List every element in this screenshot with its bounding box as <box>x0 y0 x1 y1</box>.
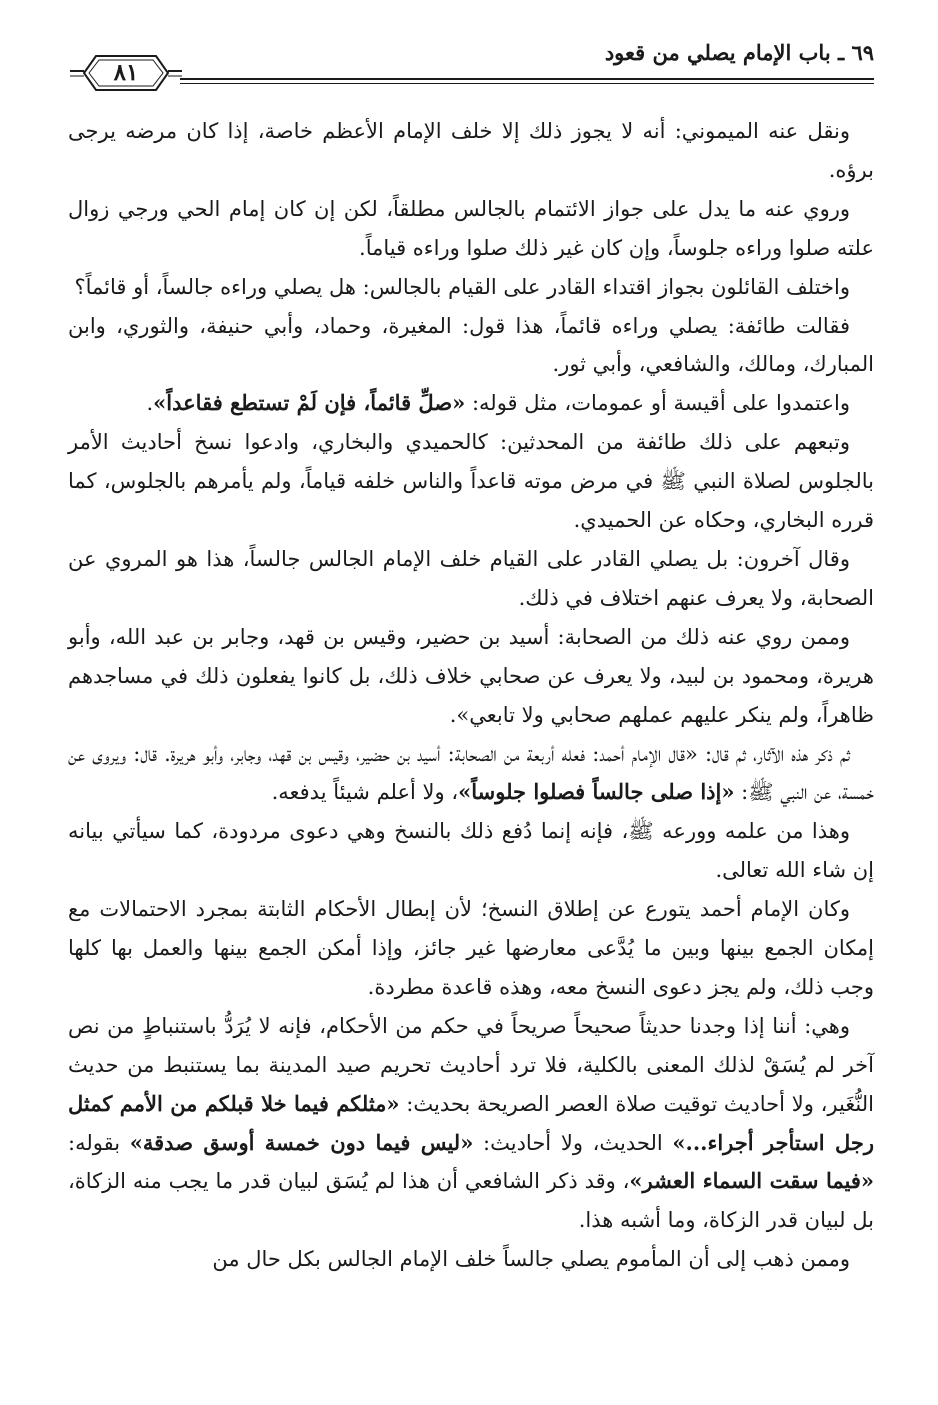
quoted-hadith: «صلِّ قائماً، فإن لَمْ تستطع فقاعداً» <box>153 390 466 416</box>
paragraph <box>68 1240 874 1279</box>
paragraph-text: ، ولا أعلم شيئاً يدفعه. <box>271 780 459 805</box>
header-rule-thin <box>180 83 874 84</box>
paragraph-text: ونقل عنه الميموني: أنه لا يجوز ذلك إلا خلف الإمام الأعظم خاصة، إذا كان مرضه يرجى برؤه. <box>68 119 874 182</box>
paragraph <box>68 890 874 1007</box>
paragraph-text: وتبعهم على ذلك طائفة من المحدثين: كالحميدي والبخاري، وادعوا نسخ أحاديث الأمر بالجلوس لصلاة النبي ﷺ في مرض موته قاعداً والناس خلفه قياماً، ولم يأمرهم بالجلوس، كما قرره البخاري، وحكاه عن الحميدي. <box>68 430 874 533</box>
paragraph <box>68 735 874 813</box>
paragraph <box>68 268 874 307</box>
paragraph <box>68 190 874 268</box>
paragraph-text: فقالت طائفة: يصلي وراءه قائماً، هذا قول: المغيرة، وحماد، وأبي حنيفة، والثوري، وابن المبارك، ومالك، والشافعي، وأبي ثور. <box>68 313 874 377</box>
body-text <box>68 112 874 1279</box>
paragraph <box>68 1007 874 1240</box>
page-header <box>62 38 874 106</box>
quoted-hadith: «مثلكم فيما خلا قبلكم من الأمم كمثل رجل استأجر أجراء...» <box>68 1090 874 1155</box>
paragraph-text: وهذا من علمه وورعه ﷺ، فإنه إنما دُفع ذلك بالنسخ وهي دعوى مردودة، كما سيأتي بيانه إن شاء الله تعالى. <box>68 819 874 883</box>
paragraph-text: بقوله: <box>68 1130 130 1155</box>
quoted-hadith: «فيما سقت السماء العشر» <box>629 1168 874 1194</box>
paragraph <box>68 540 874 618</box>
paragraph-text: الحديث، ولا أحاديث: <box>473 1130 673 1155</box>
paragraph-text: وهي: أننا إذا وجدنا حديثاً صحيحاً صريحاً في حكم من الأحكام، فإنه لا يُرَدُّ باستنباطٍ من نص آخر لم يُسَقْ لذلك المعنى بالكلية، فلا ترد أحاديث تحريم صيد المدينة بما يستنبط من حديث النُّغَير، ولا أحاديث توقيت صلاة العصر الصريحة بحديث: <box>68 1013 874 1116</box>
paragraph-text: . <box>146 391 154 416</box>
paragraph-text: وممن ذهب إلى أن المأموم يصلي جالساً خلف الإمام الجالس بكل حال من <box>212 1247 850 1272</box>
paragraph <box>68 112 874 190</box>
paragraph-text: واعتمدوا على أقيسة أو عمومات، مثل قوله: <box>465 391 850 416</box>
paragraph-text: وقال آخرون: بل يصلي القادر على القيام خلف الإمام الجالس جالساً، هذا هو المروي عن الصحابة، ولا يعرف عنهم اختلاف في ذلك. <box>68 546 874 610</box>
paragraph <box>68 384 874 423</box>
paragraph <box>68 307 874 385</box>
page-number: ٨١ <box>113 59 139 86</box>
paragraph-text: واختلف القائلون بجواز اقتداء القادر على القيام بالجالس: هل يصلي وراءه جالساً، أو قائماً؟ <box>74 274 850 299</box>
page-number-frame <box>70 50 182 96</box>
quoted-hadith: «ليس فيما دون خمسة أوسق صدقة» <box>129 1129 474 1155</box>
paragraph <box>68 812 874 890</box>
paragraph-text: وكان الإمام أحمد يتورع عن إطلاق النسخ؛ لأن إبطال الأحكام الثابتة بمجرد الاحتمالات مع إمكان الجمع بينها وبين ما يُدَّعى معارضها غير جائز، وإذا أمكن الجمع بينها والعمل بها كلها وجب ذلك، ولم يجز دعوى النسخ معه، وهذه قاعدة مطردة. <box>68 897 874 999</box>
paragraph-text: ثم ذكر هذه الآثار، ثم قال: «قال الإمام أحمد: فعله أربعة من الصحابة: أسيد بن حضير، وقيس بن قهد، وجابر، وأبو هريرة. قال: ويروى عن خمسة، عن النبي ﷺ: <box>68 741 874 805</box>
header-rule <box>180 78 874 80</box>
paragraph-text: وممن روي عنه ذلك من الصحابة: أسيد بن حضير، وقيس بن قهد، وجابر بن عبد الله، وأبو هريرة، ومحمود بن لبيد، ولا يعرف عن صحابي خلاف ذلك، بل كانوا يفعلون ذلك في مساجدهم ظاهراً، ولم ينكر عليهم عملهم صحابي ولا تابعي». <box>68 624 874 727</box>
paragraph <box>68 618 874 735</box>
chapter-title: ٦٩ ـ باب الإمام يصلي من قعود <box>604 40 874 65</box>
paragraph <box>68 423 874 540</box>
paragraph-text: ، وقد ذكر الشافعي أن هذا لم يُسَق لبيان قدر ما يجب منه الزكاة، بل لبيان قدر الزكاة، وما أشبه هذا. <box>68 1169 874 1233</box>
quoted-hadith: «إذا صلى جالساً فصلوا جلوساً» <box>458 779 735 805</box>
paragraph-text: وروي عنه ما يدل على جواز الائتمام بالجالس مطلقاً، لكن إن كان إمام الحي ورجي زوال علته صلوا وراءه جلوساً، وإن كان غير ذلك صلوا وراءه قياماً. <box>68 196 874 260</box>
